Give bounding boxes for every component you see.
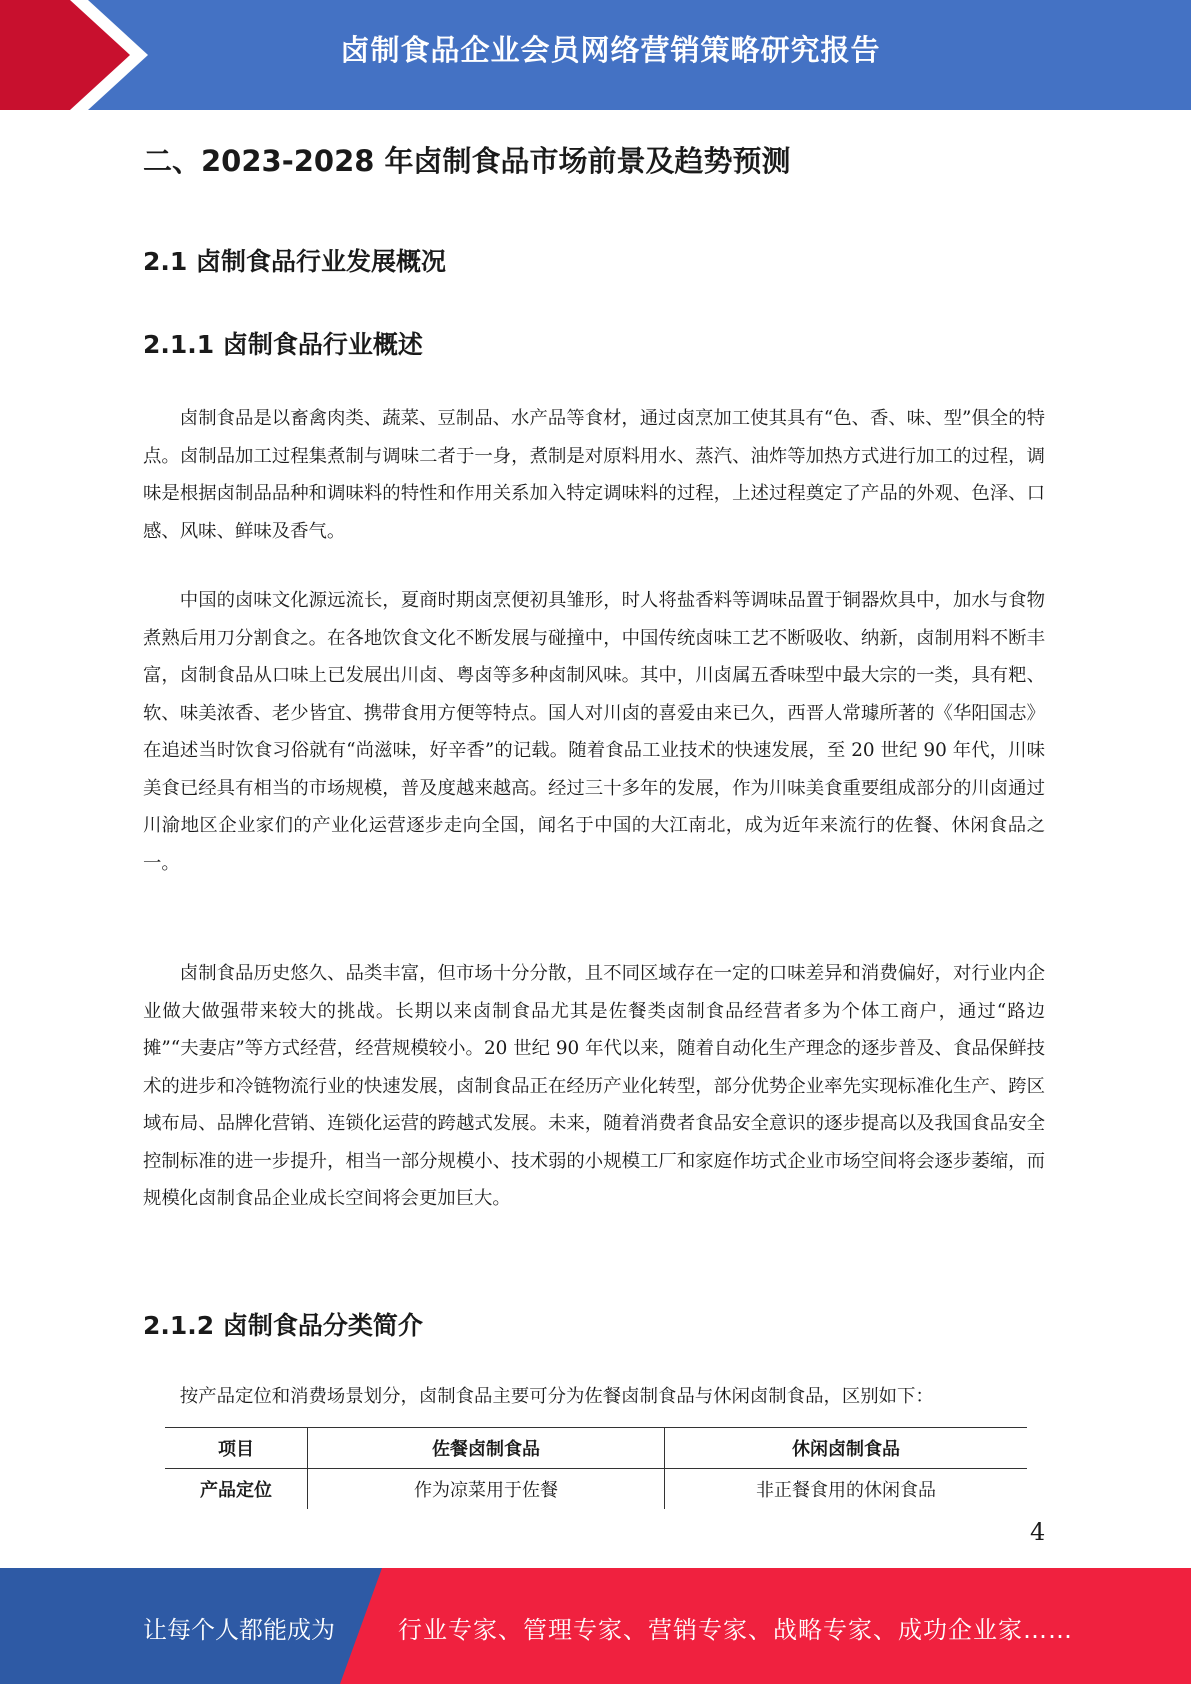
column-header: 佐餐卤制食品 (308, 1428, 665, 1469)
paragraph-intro: 按产品定位和消费场景划分，卤制食品主要可分为佐餐卤制食品与休闲卤制食品，区别如下： (179, 1386, 934, 1407)
page-number: 4 (1030, 1518, 1046, 1546)
paragraph: 中国的卤味文化源远流长，夏商时期卤烹便初具雏形，时人将盐香料等调味品置于铜器炊具中，加水与食物煮熟后用刀分割食之。在各地饮食文化不断发展与碰撞中，中国传统卤味工艺不断吸收、纳新，卤制用料不断丰富，卤制食品从口味上已发展出川卤、粤卤等多种卤制风味。其中，川卤属五香味型中最大宗的一类，具有粑、软、味美浓香、老少皆宜、携带食用方便等特点。国人对川卤的喜爱由来已久，西晋人常璩所著的《华阳国志》在追述当时饮食习俗就有“尚滋味，好辛香”的记载。随着食品工业技术的快速发展，至 20 世纪 90 年代，川味美食已经具有相当的市场规模，普及度越来越高。经过三十多年的发展，作为川味美食重要组成部分的川卤通过川渝地区企业家们的产业化运营逐步走向全国，闻名于中国的大江南北，成为近年来流行的佐餐、休闲食品之一。 (143, 590, 1045, 874)
table-header-row (165, 1428, 1027, 1469)
paragraph: 卤制食品历史悠久、品类丰富，但市场十分分散，且不同区域存在一定的口味差异和消费偏好，对行业内企业做大做强带来较大的挑战。长期以来卤制食品尤其是佐餐类卤制食品经营者多为个体工商户，通过“路边摊”“夫妻店”等方式经营，经营规模较小。20 世纪 90 年代以来，随着自动化生产理念的逐步普及、食品保鲜技术的进步和冷链物流行业的快速发展，卤制食品正在经历产业化转型，部分优势企业率先实现标准化生产、跨区域布局、品牌化营销、连锁化运营的跨越式发展。未来，随着消费者食品安全意识的逐步提高以及我国食品安全控制标准的进一步提升，相当一部分规模小、技术弱的小规模工厂和家庭作坊式企业市场空间将会逐步萎缩，而规模化卤制食品企业成长空间将会更加巨大。 (143, 963, 1045, 1209)
column-header: 休闲卤制食品 (792, 1439, 900, 1460)
paragraph: 卤制食品是以畜禽肉类、蔬菜、豆制品、水产品等食材，通过卤烹加工使其具有“色、香、味、型”俱全的特点。卤制品加工过程集煮制与调味二者于一身，煮制是对原料用水、蒸汽、油炸等加热方式进行加工的过程，调味是根据卤制品品种和调味料的特性和作用关系加入特定调味料的过程，上述过程奠定了产品的外观、色泽、口感、风味、鲜味及香气。 (143, 408, 1045, 542)
table-cell: 产品定位 (165, 1469, 308, 1510)
section-heading: 2.1 卤制食品行业发展概况 (143, 247, 446, 276)
table-cell: 作为凉菜用于佐餐 (308, 1469, 665, 1510)
report-title: 卤制食品企业会员网络营销策略研究报告 (340, 33, 881, 67)
footer-slogan-left: 让每个人都能成为 (143, 1616, 335, 1644)
table-row (165, 1469, 1027, 1510)
column-header: 项目 (165, 1428, 308, 1469)
page-header (0, 0, 1191, 110)
comparison-table (165, 1427, 1027, 1509)
subsection-heading-classification: 2.1.2 卤制食品分类简介 (143, 1311, 423, 1340)
table-cell: 非正餐食用的休闲食品 (756, 1480, 936, 1501)
subsection-heading-overview: 2.1.1 卤制食品行业概述 (143, 330, 423, 359)
chapter-heading: 二、2023-2028 年卤制食品市场前景及趋势预测 (143, 144, 791, 178)
footer-slogan-right: 行业专家、管理专家、营销专家、战略专家、成功企业家…… (398, 1616, 1073, 1644)
page-footer (0, 1568, 1191, 1684)
footer-blue-slant (340, 1568, 382, 1684)
